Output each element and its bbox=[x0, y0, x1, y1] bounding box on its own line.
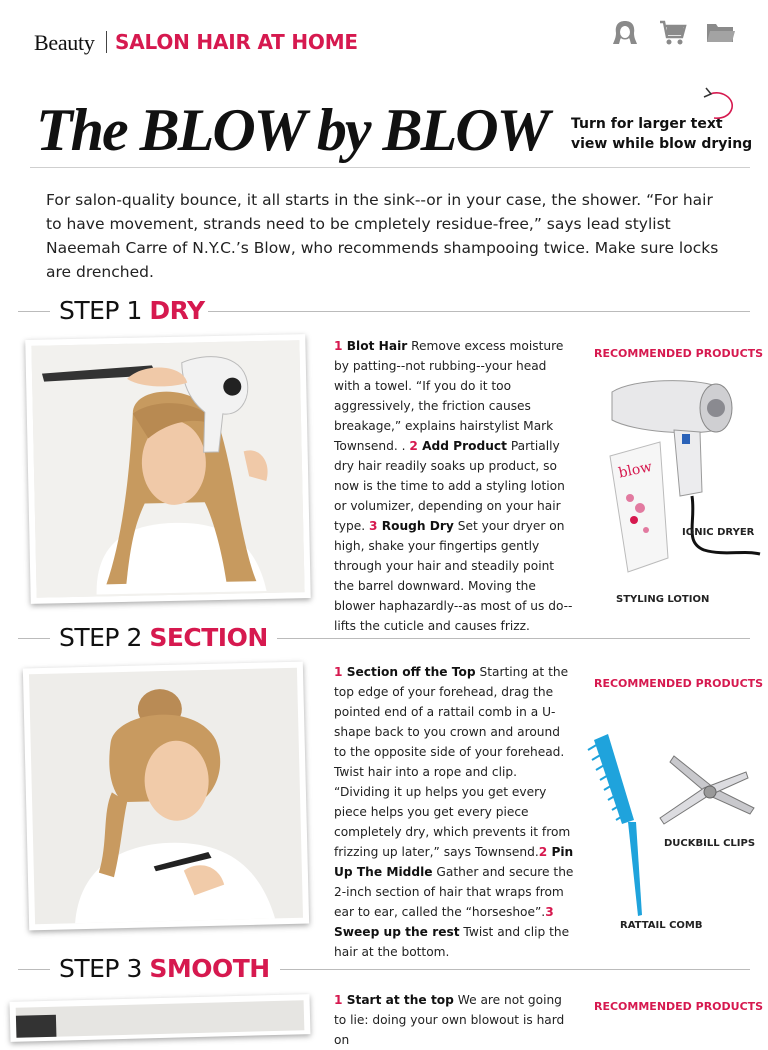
step-1-photo bbox=[25, 334, 310, 604]
recommended-products-label: RECOMMENDED PRODUCTS bbox=[594, 1000, 764, 1013]
lotion-brand-text: blow bbox=[617, 458, 654, 482]
profile-icon[interactable] bbox=[610, 18, 640, 48]
step-2-instructions: 1 Section off the Top Starting at the top edge of your forehead, drag the pointed end of a rattail comb in a U-shape back to you crown and around to the opposite side of your forehead. Twist hair into a rope and clip. “Dividing it up helps you get every piece helps you get every piece completely dry, which prevents it from frizzing up later,” says Townsend.2 Pin Up The Middle Gather and secure the 2-inch section of hair that wraps from ear to ear, called the “horseshoe”.3 Sweep up the rest Twist and clip the hair at the bottom. bbox=[334, 665, 574, 959]
step-3-instructions: 1 Start at the top We are not going to lie: doing your own blowout is hard on bbox=[334, 993, 565, 1047]
step-3-heading bbox=[0, 954, 768, 984]
rotate-arrow-icon bbox=[700, 86, 740, 126]
rattail-comb-label: RATTAIL COMB bbox=[620, 920, 703, 931]
brand-name: Beauty bbox=[34, 30, 95, 55]
rotate-hint-line2: view while blow drying bbox=[571, 136, 753, 152]
section-title: SALON HAIR AT HOME bbox=[115, 30, 358, 54]
step-2-heading bbox=[0, 623, 768, 653]
heading-rule bbox=[208, 311, 750, 312]
recommended-products-label: RECOMMENDED PRODUCTS bbox=[594, 677, 764, 690]
styling-lotion-label: STYLING LOTION bbox=[616, 594, 710, 605]
step-name: SECTION bbox=[149, 623, 268, 652]
heading-rule bbox=[18, 969, 50, 970]
duckbill-clips-product[interactable] bbox=[654, 748, 764, 838]
step-1-heading bbox=[0, 296, 768, 326]
folder-icon[interactable] bbox=[706, 18, 736, 48]
ionic-dryer-label: IONIC DRYER bbox=[682, 527, 755, 538]
header-toolbar bbox=[610, 18, 736, 48]
heading-rule bbox=[277, 638, 750, 639]
step-2-photo bbox=[23, 662, 309, 931]
heading-rule bbox=[18, 311, 50, 312]
recommended-products-label: RECOMMENDED PRODUCTS bbox=[594, 347, 764, 360]
app-header bbox=[0, 0, 768, 80]
step-3-photo bbox=[10, 994, 311, 1042]
step-name: SMOOTH bbox=[149, 954, 270, 983]
rotate-hint-line1: Turn for larger text bbox=[571, 116, 723, 132]
heading-rule bbox=[18, 638, 50, 639]
title-divider bbox=[30, 167, 750, 168]
header-divider bbox=[106, 31, 107, 53]
duckbill-clips-label: DUCKBILL CLIPS bbox=[664, 838, 756, 849]
step-label: STEP 2 SECTION bbox=[59, 623, 268, 652]
cart-icon[interactable] bbox=[658, 18, 688, 48]
styling-lotion-product[interactable] bbox=[606, 438, 672, 578]
step-label: STEP 1 DRY bbox=[59, 296, 205, 325]
heading-rule bbox=[280, 969, 750, 970]
step-label: STEP 3 SMOOTH bbox=[59, 954, 270, 983]
page-title: The BLOW by BLOW bbox=[36, 97, 548, 163]
step-name: DRY bbox=[149, 296, 205, 325]
intro-paragraph: For salon-quality bounce, it all starts in the sink--or in your case, the shower. “For hair to have movement, strands need to be cmpletely residue-free,” says lead stylist Naeemah Carre of N.Y.C.’s Blow, who recommends shampooing twice. Make sure locks are drenched. bbox=[46, 191, 719, 281]
step-1-instructions: 1 Blot Hair Remove excess moisture by patting--not rubbing--your head with a towel. “If you do it too aggressively, the friction causes breakage,” explains hairstylist Mark Townsend. . 2 Add Product Partially dry hair readily soaks up product, so now is the time to add a styling lotion or volumizer, depending on your hair type. 3 Rough Dry Set your dryer on high, shake your fingertips gently through your hair and steadily point the barrel downward. Moving the blower haphazardly--as most of us do--lifts the cuticle and causes frizz. bbox=[334, 339, 573, 633]
